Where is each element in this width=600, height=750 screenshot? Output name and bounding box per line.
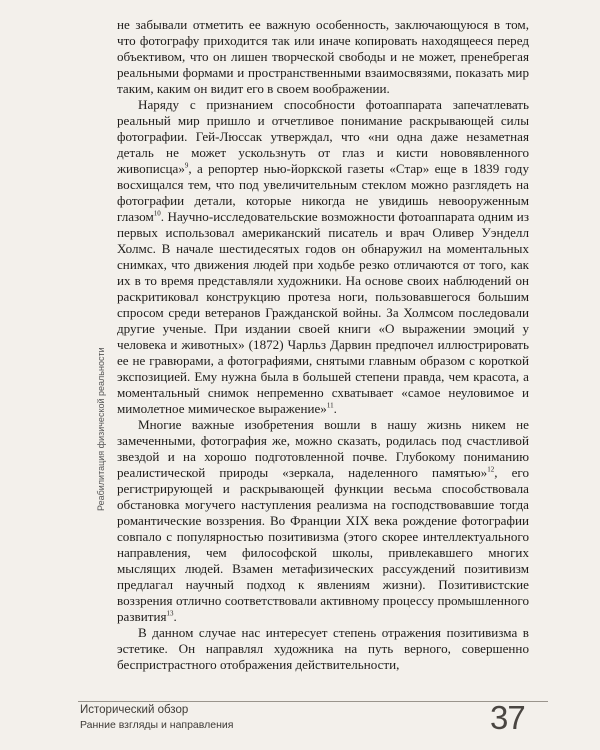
paragraph-3-part-1: Многие важные изобретения вошли в нашу жизнь никем не замеченными, фотография же, можно сказать, родилась под счастливой звездой и на хорошо подготовленной почве. Глубокому пониманию реалистической природы «зеркала, наделенного памятью»: [117, 417, 529, 480]
paragraph-2-part-2: , а репортер нью-йоркской газеты «Стар» еще в 1839 году восхищался тем, что под увеличительным стеклом можно разглядеть на фотографии детали, которые никогда не увидишь невооруженным глазом: [117, 161, 529, 224]
footer-subsection-title: Ранние взгляды и направления: [80, 719, 234, 731]
paragraph-3: [117, 417, 529, 625]
paragraph-2: [117, 97, 529, 417]
paragraph-2-part-1: Наряду с признанием способности фотоаппарата запечатлевать реальный мир пришло и отчетливое понимание раскрывающей силы фотографии. Гей-Люссак утверждал, что «ни одна даже незаметная деталь не может ускользнуть от глаз и кисти нововявленного живописца»: [117, 97, 529, 176]
paragraph-2-part-4: .: [333, 401, 337, 416]
footnote-ref-11: 11: [326, 401, 334, 410]
footnote-ref-12: 12: [487, 465, 495, 474]
paragraph-1: не забывали отметить ее важную особенность, заключающуюся в том, что фотографу приходится так или иначе копировать находящееся перед объективом, что он лишен творческой свободы и не может, пренебрегая реальными формами и пространственными взаимосвязями, показать мир таким, каким он видит его в своем воображении.: [117, 17, 529, 96]
page-number: 37: [490, 699, 525, 736]
running-title: Реабилитация физической реальности: [96, 347, 106, 511]
paragraph-2-part-3: . Научно-исследовательские возможности фотоаппарата одним из первых использовал американский писатель и врач Оливер Уэнделл Холмс. В начале шестидесятых годов он обнаружил на моментальных снимках, что движения людей при ходьбе резко отличаются от того, как их в то время представляли художники. На основе своих наблюдений он раскритиковал конструкцию протеза ноги, пользовавшегося большим спросом среди ветеранов Гражданской войны. За Холмсом последовали другие ученые. При издании своей книги «О выражении эмоций у человека и животных» (1872) Чарльз Дарвин предпочел иллюстрировать ее не гравюрами, а фотографиями, снятыми главным образом с короткой экспозицией. Ему нужна была в большей степени правда, чем красота, а моментальный снимок непременно схватывает «самое неуловимое и мимолетное мимическое выражение»: [117, 209, 529, 416]
paragraph-3-part-2: , его регистрирующей и раскрывающей функции весьма способствовала обстановка могучего наступления реализма на господствовавшие тогда романтические воззрения. Во Франции XIX века рождение фотографии совпало с популярностью позитивизма (этого скорее интеллектуального направления, чем философской школы, привлекавшего многих мыслящих людей. Взамен метафизических рассуждений позитивизм предлагал научный подход к явлениям жизни). Позитивистские воззрения отлично соответствовали активному процессу промышленного развития: [117, 465, 530, 624]
footnote-ref-13: 13: [166, 609, 174, 618]
body-text: [117, 17, 529, 673]
footer-divider: [78, 701, 548, 702]
paragraph-3-part-3: .: [173, 609, 177, 624]
footer-section-title: Исторический обзор: [80, 704, 189, 716]
footnote-ref-10: 10: [153, 209, 161, 218]
paragraph-4: В данном случае нас интересует степень отражения позитивизма в эстетике. Он направлял художника на путь верного, совершенно беспристрастного отображения действительности,: [117, 625, 529, 672]
footnote-ref-9: 9: [184, 161, 189, 170]
